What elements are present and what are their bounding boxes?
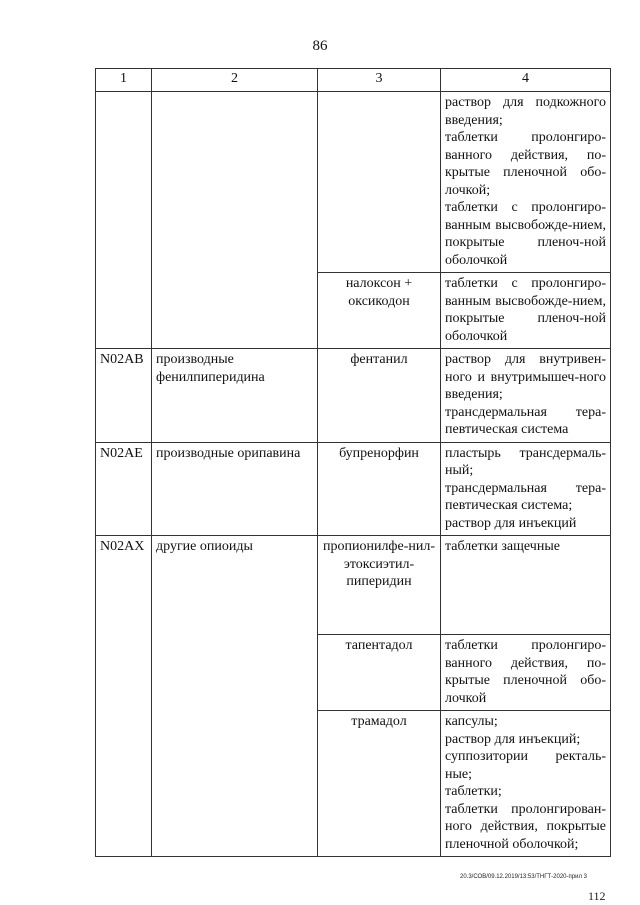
group-name-cell: другие опиоиды bbox=[152, 536, 318, 857]
table-row bbox=[96, 536, 611, 635]
drug-name-cell: фентанил bbox=[318, 349, 441, 443]
dosage-form-item: раствор для инъекций bbox=[445, 515, 577, 531]
dosage-form-item: пластырь трансдермаль-ный; bbox=[445, 445, 606, 478]
dosage-forms-cell bbox=[441, 635, 611, 711]
atc-code-cell: N02AB bbox=[96, 349, 152, 443]
atc-code-cell: N02AX bbox=[96, 536, 152, 857]
footer-document-code: 20.3/СОВ/09.12.2019/13:53/ТНГТ-2020-прил 3 bbox=[460, 874, 587, 880]
table-row bbox=[96, 349, 611, 443]
dosage-form-item: таблетки; bbox=[445, 784, 502, 799]
dosage-form-item: капсулы; bbox=[445, 714, 498, 729]
dosage-forms-cell bbox=[441, 711, 611, 857]
drug-name-cell: трамадол bbox=[318, 711, 441, 857]
column-header-3: 3 bbox=[318, 69, 441, 92]
dosage-forms-cell bbox=[441, 536, 611, 635]
table-body bbox=[96, 92, 611, 857]
group-name-cell: производные орипавина bbox=[152, 442, 318, 536]
dosage-form-item: таблетки пролонгирован-ного действия, покрытые пленочной оболочкой; bbox=[445, 801, 606, 852]
dosage-forms-cell bbox=[441, 442, 611, 536]
header-row bbox=[96, 69, 611, 92]
table-row bbox=[96, 92, 611, 273]
dosage-form-item: трансдермальная тера-певтическая система bbox=[445, 404, 606, 437]
column-header-4: 4 bbox=[441, 69, 611, 92]
dosage-form-item: таблетки с пролонгиро-ванным высвобожде-нием, покрытые пленоч-ной оболочкой bbox=[445, 276, 606, 344]
drug-name-cell: тапентадол bbox=[318, 635, 441, 711]
page-number: 86 bbox=[312, 38, 328, 54]
dosage-form-item: таблетки пролонгиро-ванного действия, по-крытые пленочной обо-лочкой bbox=[445, 638, 606, 706]
atc-code-cell: N02AE bbox=[96, 442, 152, 536]
dosage-form-item: суппозитории ректаль-ные; bbox=[445, 749, 606, 782]
drug-table bbox=[95, 68, 611, 857]
dosage-form-item: раствор для инъекций; bbox=[445, 731, 581, 747]
atc-code-cell bbox=[96, 92, 152, 349]
drug-name-cell bbox=[318, 92, 441, 273]
dosage-forms-cell bbox=[441, 273, 611, 349]
column-header-2: 2 bbox=[152, 69, 318, 92]
dosage-form-item: таблетки с пролонгиро-ванным высвобожде-нием, покрытые пленоч-ной оболочкой bbox=[445, 200, 606, 268]
dosage-form-item: таблетки пролонгиро-ванного действия, по-крытые пленочной обо-лочкой; bbox=[445, 130, 606, 198]
table-row bbox=[96, 442, 611, 536]
table-header bbox=[96, 69, 611, 92]
dosage-forms-cell bbox=[441, 92, 611, 273]
drug-name-cell: пропионилфе-нил-этоксиэтил-пиперидин bbox=[318, 536, 441, 635]
group-name-cell: производные фенилпиперидина bbox=[152, 349, 318, 443]
drug-name-cell: налоксон + оксикодон bbox=[318, 273, 441, 349]
group-name-cell bbox=[152, 92, 318, 349]
dosage-forms-cell bbox=[441, 349, 611, 443]
dosage-form-item: трансдермальная тера-певтическая система; bbox=[445, 480, 606, 513]
dosage-form-item: раствор для внутривен-ного и внутримышеч-ного введения; bbox=[445, 352, 606, 402]
corner-page-number: 112 bbox=[588, 889, 606, 903]
drug-name-cell: бупренорфин bbox=[318, 442, 441, 536]
dosage-form-item: раствор для подкожного введения; bbox=[445, 95, 606, 128]
dosage-form-item: таблетки защечные bbox=[445, 539, 560, 554]
column-header-1: 1 bbox=[96, 69, 152, 92]
